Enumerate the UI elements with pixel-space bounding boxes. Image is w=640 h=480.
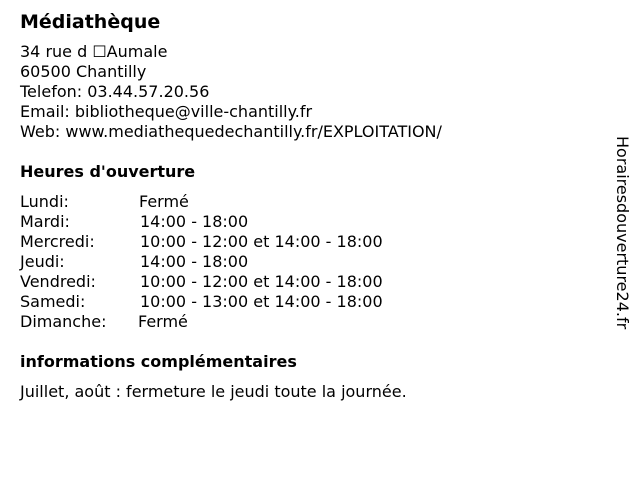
time-value: Fermé [139,192,189,211]
day-label: Mardi: [20,212,70,231]
time-value: Fermé [138,312,188,331]
main-content [20,10,600,402]
day-label: Samedi: [20,292,86,311]
time-value: 10:00 - 13:00 et 14:00 - 18:00 [140,292,383,311]
hours-row-lundi [20,192,600,212]
hours-row-samedi [20,292,600,312]
time-value: 10:00 - 12:00 et 14:00 - 18:00 [140,272,383,291]
time-value: 14:00 - 18:00 [140,212,249,231]
hours-row-jeudi [20,252,600,272]
hours-row-vendredi [20,272,600,292]
hours-row-mercredi [20,232,600,252]
hours-row-dimanche [20,312,600,332]
day-label: Lundi: [20,192,69,211]
day-label: Mercredi: [20,232,95,251]
day-label: Jeudi: [20,252,65,271]
hours-table [20,192,600,332]
hours-row-mardi [20,212,600,232]
time-value: 14:00 - 18:00 [140,252,249,271]
time-value: 10:00 - 12:00 et 14:00 - 18:00 [140,232,383,251]
page-title: Médiathèque [20,11,161,33]
email-line: Email: bibliotheque@ville-chantilly.fr [20,102,313,121]
web-line: Web: www.mediathequedechantilly.fr/EXPLOITATION/ [20,122,442,141]
day-label: Vendredi: [20,272,96,291]
info-heading: informations complémentaires [20,352,297,371]
city-address: 60500 Chantilly [20,62,147,81]
site-watermark-label: Horairesdouverture24.fr [613,136,632,330]
address-block [20,42,600,142]
hours-heading: Heures d'ouverture [20,162,196,181]
info-text: Juillet, août : fermeture le jeudi toute la journée. [20,382,407,401]
phone-line: Telefon: 03.44.57.20.56 [20,82,210,101]
day-label: Dimanche: [20,312,107,331]
street-address: 34 rue d ☐Aumale [20,42,168,61]
